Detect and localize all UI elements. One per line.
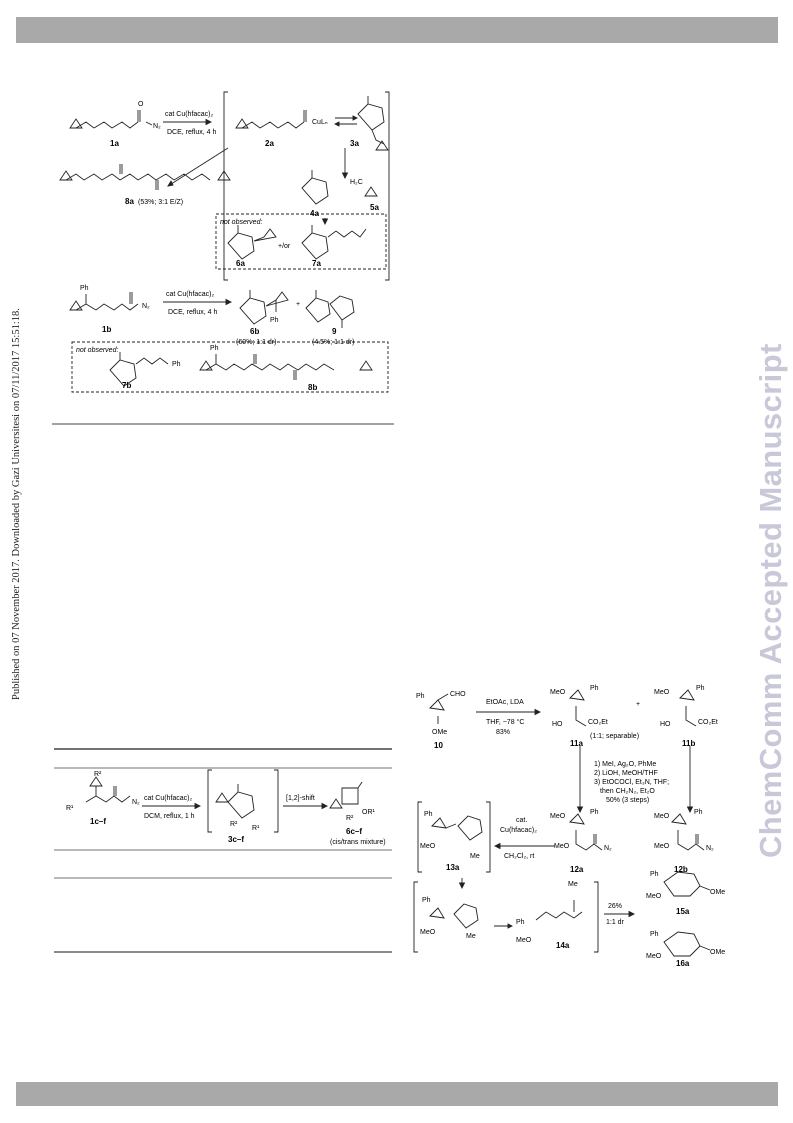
ph-12b: Ph [694,809,703,816]
r2-3cf: R² [230,821,238,828]
ph-14a: Ph [516,919,525,926]
compound-7b: 7b [122,381,132,390]
ph-1b: Ph [80,285,89,292]
meo-11b: MeO [654,689,670,696]
shift-label: [1,2]-shift [286,795,315,802]
ph-13a: Ph [424,811,433,818]
ph-16a: Ph [650,931,659,938]
co2et-11b: CO₂Et [698,719,718,726]
compound-9: 9 [332,327,337,336]
n2-12b: N₂ [706,845,714,852]
carbenoid-label: CuLₙ [312,119,328,126]
r1-label: R¹ [66,805,74,812]
meo-bottom: MeO [420,929,436,936]
compound-13a: 13a [446,863,460,872]
reagent-eto: EtOAc, LDA [486,699,524,706]
cond-ch2cl2: CH₂Cl₂, rt [504,853,535,860]
ratio-11: (1:1; separable) [590,733,640,740]
scheme-1 [50,88,395,430]
plus-sign: + [296,301,301,308]
ph-10: Ph [416,693,425,700]
diazo-n2: N₂ [153,123,161,130]
cho-10: CHO [450,691,466,698]
step-3: 3) EtOCOCl, Et₃N, THF; [594,779,670,786]
ph-15a: Ph [650,871,659,878]
compound-2a: 2a [265,139,274,148]
diazo-n2-s2: N₂ [132,799,140,806]
ph-8b: Ph [210,345,219,352]
compound-6c-f: 6c–f [346,827,363,836]
r2-6cf: R² [346,815,354,822]
me-13a: Me [470,853,480,860]
or1-6cf: OR¹ [362,809,375,816]
condition-label-1: DCE, reflux, 4 h [167,129,217,136]
compound-8a: 8a [125,197,134,206]
compound-1a: 1a [110,139,119,148]
dr-label: 1:1 dr [606,919,624,926]
compound-3a: 3a [350,139,359,148]
catalyst-label-s2: cat Cu(hfacac)₂ [144,795,193,802]
watermark-text: ChemComm Accepted Manuscript [753,343,788,858]
not-observed-1: not observed: [220,219,263,226]
footer-bar [16,1082,778,1106]
condition-label-2: DCE, reflux, 4 h [168,309,218,316]
yield-6b: (60%; 1:1 dr) [236,339,277,346]
compound-6b: 6b [250,327,260,336]
r2-label: R² [94,771,102,778]
catalyst-label-1: cat Cu(hfacac)₂ [165,111,214,118]
o-label: O [138,101,144,108]
step-2: 2) LiOH, MeOH/THF [594,770,658,777]
co2et-11a: CO₂Et [588,719,608,726]
plus-11: + [636,701,641,708]
compound-16a: 16a [676,959,690,966]
condition-label-s2: DCM, reflux, 1 h [144,813,195,820]
me-14a: Me [568,881,578,888]
step-yield: 50% (3 steps) [606,797,650,804]
ome-16a: OMe [710,949,726,956]
meo-15a: MeO [646,893,662,900]
yield-83: 83% [496,729,511,736]
ph-11b: Ph [696,685,705,692]
meo-12a-b: MeO [554,843,570,850]
cat-label: cat. [516,817,528,824]
compound-6a: 6a [236,259,245,268]
compound-15a: 15a [676,907,690,916]
yield-9: (4.5%; 1:1 dr) [312,339,355,346]
not-observed-2: not observed: [76,347,119,354]
compound-14a: 14a [556,941,570,950]
compound-7a: 7a [312,259,321,268]
compound-1c-f: 1c–f [90,817,107,826]
scheme-2 [50,746,395,956]
compound-4a: 4a [310,209,319,218]
ph-7b: Ph [172,361,181,368]
meo-13a: MeO [420,843,436,850]
and-or-label: +/or [278,243,291,250]
compound-10: 10 [434,741,443,750]
meo-16a: MeO [646,953,662,960]
step-1: 1) MeI, Ag₂O, PhMe [594,761,657,768]
ph-12a: Ph [590,809,599,816]
ph-6b: Ph [270,317,279,324]
yield-8a: (53%; 3:1 E/Z) [138,199,184,206]
ph-bottom: Ph [422,897,431,904]
ome-15a: OMe [710,889,726,896]
compound-3c-f: 3c–f [228,835,245,844]
cat-cu: Cu(hfacac)₂ [500,827,537,834]
compound-8b: 8b [308,383,318,392]
diazo-n2-1b: N₂ [142,303,150,310]
step-3b: then CH₂N₂, Et₂O [600,788,655,795]
ome-10: OMe [432,729,448,736]
ph-11a: Ph [590,685,599,692]
compound-11a: 11a [570,739,583,748]
download-notice: Published on 07 November 2017. Downloaded by Gazi Universitesi on 07/11/2017 15:51:18. [11,308,22,700]
compound-5a: 5a [370,203,379,212]
compound-11b: 11b [682,739,696,748]
compound-1b: 1b [102,325,112,334]
yield-26: 26% [608,903,623,910]
r1-3cf: R¹ [252,825,260,832]
mixture-label: (cis/trans mixture) [330,839,386,846]
n2-12a: N₂ [604,845,612,852]
meo-11a: MeO [550,689,566,696]
compound-12a: 12a [570,865,584,874]
h2c-group: H₂C [350,179,363,186]
header-bar [16,17,778,43]
meo-12b-b: MeO [654,843,670,850]
meo-14a: MeO [516,937,532,944]
condition-thf: THF, −78 °C [486,719,525,726]
scheme-3 [410,676,740,966]
compound-12b: 12b [674,865,688,874]
catalyst-label-2: cat Cu(hfacac)₂ [166,291,215,298]
meo-12a: MeO [550,813,566,820]
meo-12b: MeO [654,813,670,820]
ho-11b: HO [660,721,671,728]
ho-11a: HO [552,721,563,728]
me-bottom: Me [466,933,476,940]
